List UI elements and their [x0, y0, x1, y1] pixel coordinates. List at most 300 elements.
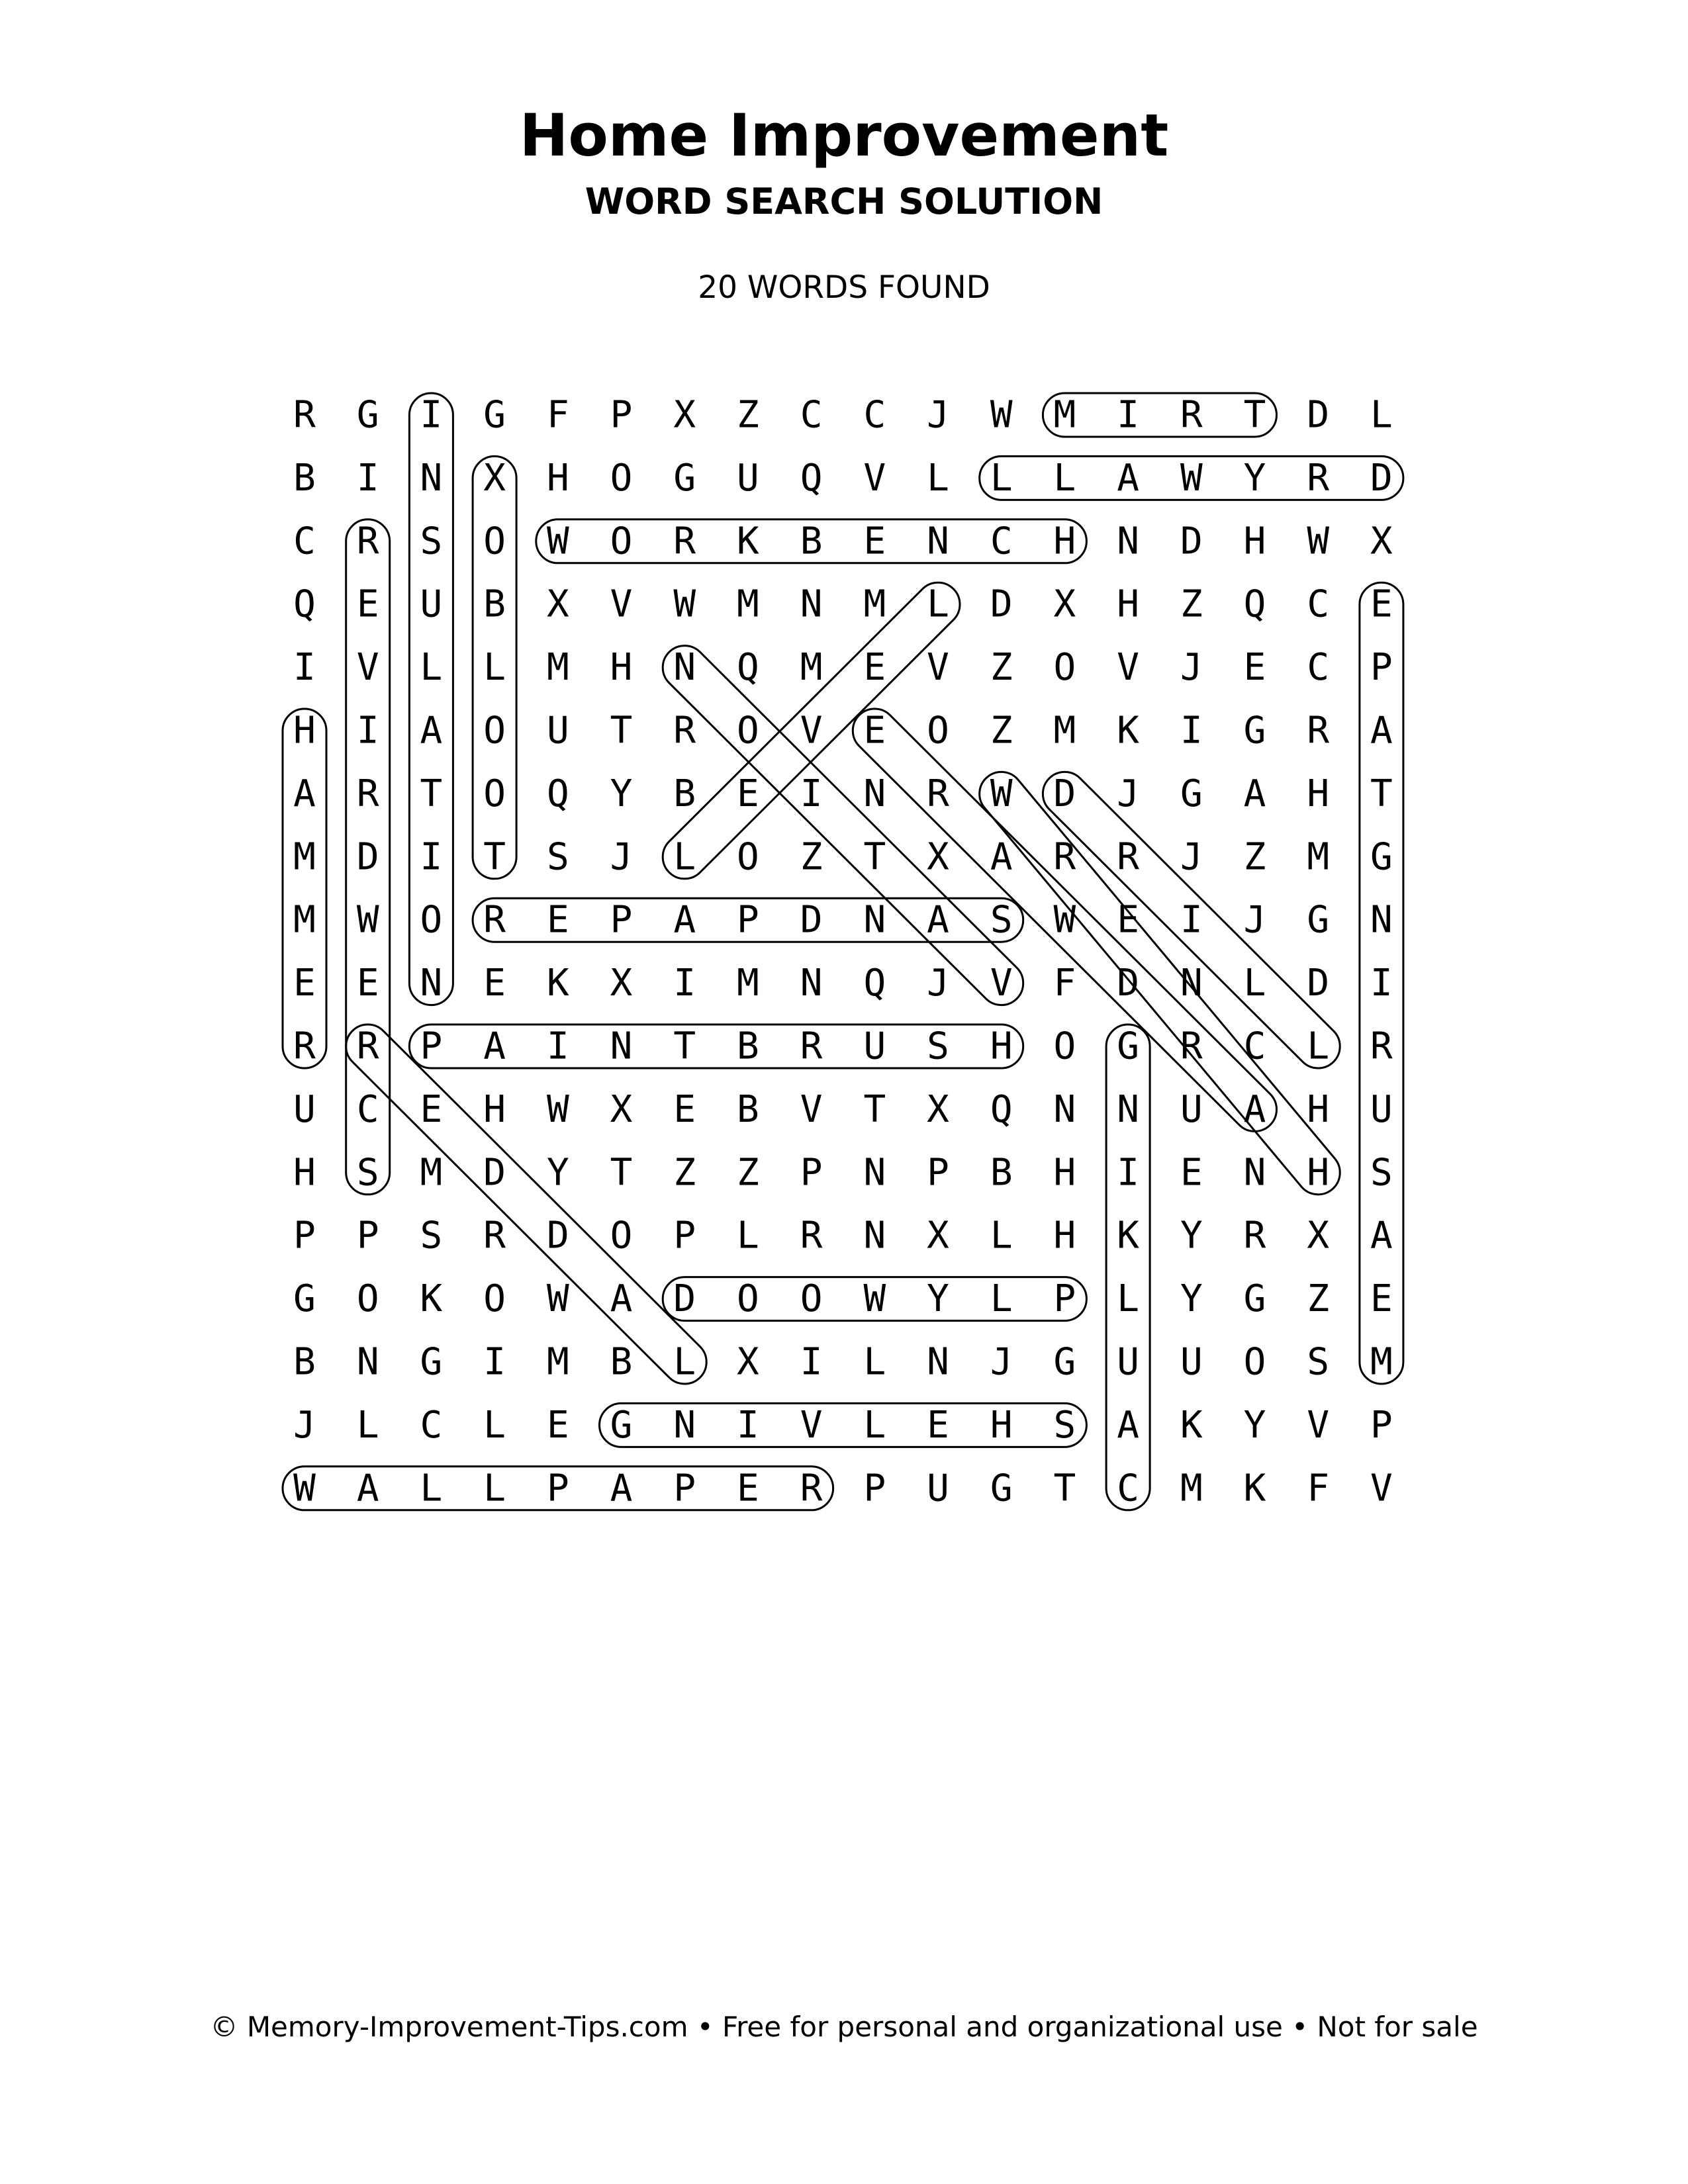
grid-letter: X — [673, 393, 696, 437]
grid-letter: R — [1307, 456, 1330, 500]
grid-letter: D — [1307, 393, 1330, 437]
grid-letter: X — [1053, 582, 1076, 626]
grid-letter: M — [293, 898, 316, 942]
grid-letter: P — [420, 1024, 443, 1068]
grid-letter: W — [546, 1277, 569, 1321]
grid-letter: U — [293, 1087, 316, 1131]
grid-letter: M — [737, 962, 759, 1005]
grid-letter: G — [1370, 835, 1393, 879]
grid-letter: U — [737, 456, 759, 500]
grid-letter: M — [1370, 1340, 1393, 1384]
grid-letter: D — [990, 582, 1013, 626]
grid-letter: E — [737, 772, 759, 815]
grid-letter: N — [673, 646, 696, 690]
grid-letter: V — [1307, 1403, 1330, 1447]
grid-letter: A — [1243, 772, 1266, 815]
grid-letter: D — [356, 835, 379, 879]
grid-letter: H — [1117, 582, 1139, 626]
grid-letter: K — [1117, 709, 1139, 752]
grid-letter: W — [293, 1467, 316, 1510]
grid-letter: K — [1243, 1467, 1266, 1510]
grid-letter: W — [1307, 520, 1330, 563]
grid-letter: S — [356, 1151, 379, 1195]
grid-letter: X — [927, 1214, 949, 1257]
grid-letter: D — [483, 1151, 506, 1195]
grid-letter: E — [546, 898, 569, 942]
grid-letter: N — [1370, 898, 1393, 942]
found-word-highlights — [283, 393, 1403, 1510]
grid-letter: O — [1053, 646, 1076, 690]
grid-letter: E — [1117, 898, 1139, 942]
grid-letter: B — [293, 456, 316, 500]
grid-letter: C — [356, 1087, 379, 1131]
grid-letter: O — [1243, 1340, 1266, 1384]
grid-letter: G — [1243, 1277, 1266, 1321]
grid-letter: V — [927, 646, 949, 690]
grid-letter: S — [420, 1214, 443, 1257]
grid-letter: C — [800, 393, 823, 437]
grid-letter: G — [610, 1403, 633, 1447]
grid-letter: J — [1180, 835, 1203, 879]
grid-letter: J — [1180, 646, 1203, 690]
grid-letter: W — [546, 1087, 569, 1131]
grid-letter: J — [293, 1403, 316, 1447]
grid-letter: Y — [610, 772, 633, 815]
grid-letter: R — [673, 709, 696, 752]
grid-letter: J — [610, 835, 633, 879]
grid-letter: W — [546, 520, 569, 563]
grid-letter: W — [1053, 898, 1076, 942]
grid-letter: B — [800, 520, 823, 563]
grid-letter: F — [546, 393, 569, 437]
grid-letter: T — [610, 709, 633, 752]
grid-letter: Q — [737, 646, 759, 690]
grid-letter: L — [863, 1340, 886, 1384]
grid-letter: R — [927, 772, 949, 815]
grid-letter: M — [546, 646, 569, 690]
grid-letter: I — [356, 456, 379, 500]
grid-letter: X — [927, 1087, 949, 1131]
grid-letter: E — [356, 582, 379, 626]
grid-letter: S — [420, 520, 443, 563]
grid-letter: R — [1180, 393, 1203, 437]
footer-copyright: © Memory-Improvement-Tips.com • Free for personal and organizational use • Not for sale — [210, 2011, 1478, 2043]
grid-letter: L — [1370, 393, 1393, 437]
grid-letter: G — [1180, 772, 1203, 815]
grid-letter: B — [737, 1024, 759, 1068]
grid-letter: K — [1180, 1403, 1203, 1447]
grid-letter: L — [990, 456, 1013, 500]
grid-letter: U — [1370, 1087, 1393, 1131]
grid-letter: U — [546, 709, 569, 752]
grid-letter: M — [800, 646, 823, 690]
found-word-capsule — [337, 1015, 716, 1392]
grid-letter: R — [800, 1467, 823, 1510]
grid-letter: S — [546, 835, 569, 879]
grid-letter: P — [927, 1151, 949, 1195]
grid-letter: K — [546, 962, 569, 1005]
grid-letter: Z — [990, 709, 1013, 752]
grid-letter: A — [610, 1467, 633, 1510]
grid-letter: Q — [293, 582, 316, 626]
grid-letter: Y — [1180, 1214, 1203, 1257]
grid-letter: T — [863, 835, 886, 879]
page-title: Home Improvement — [519, 101, 1169, 169]
grid-letter: V — [610, 582, 633, 626]
grid-letter: L — [356, 1403, 379, 1447]
grid-letter: B — [990, 1151, 1013, 1195]
grid-letter: H — [293, 709, 316, 752]
grid-letter: W — [863, 1277, 886, 1321]
grid-letter: I — [673, 962, 696, 1005]
grid-letter: Z — [1180, 582, 1203, 626]
grid-letter: O — [610, 520, 633, 563]
grid-letter: H — [1243, 520, 1266, 563]
grid-letter: F — [1307, 1467, 1330, 1510]
grid-letter: N — [610, 1024, 633, 1068]
grid-letter: N — [1243, 1151, 1266, 1195]
grid-letter: N — [863, 1214, 886, 1257]
grid-letter: O — [420, 898, 443, 942]
grid-letter: N — [863, 1151, 886, 1195]
grid-letter: E — [1370, 582, 1393, 626]
grid-letter: A — [990, 835, 1013, 879]
grid-letter: M — [1307, 835, 1330, 879]
grid-letter: O — [483, 772, 506, 815]
grid-letter: K — [420, 1277, 443, 1321]
found-word-capsule — [283, 709, 326, 1068]
grid-letter: H — [1053, 1151, 1076, 1195]
grid-letter: I — [483, 1340, 506, 1384]
grid-letter: R — [356, 772, 379, 815]
grid-letter: O — [737, 1277, 759, 1321]
grid-letter: N — [420, 962, 443, 1005]
grid-letter: D — [546, 1214, 569, 1257]
grid-letter: U — [863, 1024, 886, 1068]
grid-letter: Y — [546, 1151, 569, 1195]
grid-letter: L — [927, 456, 949, 500]
grid-letter: G — [356, 393, 379, 437]
grid-letter: P — [1370, 1403, 1393, 1447]
grid-letter: A — [420, 709, 443, 752]
grid-letter: B — [737, 1087, 759, 1131]
grid-letter: B — [483, 582, 506, 626]
grid-letter: S — [990, 898, 1013, 942]
grid-letter: Z — [990, 646, 1013, 690]
grid-letter: V — [356, 646, 379, 690]
grid-letter: Y — [1243, 1403, 1266, 1447]
grid-letter: T — [1053, 1467, 1076, 1510]
grid-letter: N — [800, 582, 823, 626]
grid-letter: X — [927, 835, 949, 879]
grid-letter: R — [673, 520, 696, 563]
grid-letter: G — [673, 456, 696, 500]
grid-letter: Z — [800, 835, 823, 879]
grid-letter: L — [483, 1467, 506, 1510]
grid-letter: D — [1370, 456, 1393, 500]
grid-letter: A — [293, 772, 316, 815]
grid-letter: W — [1180, 456, 1203, 500]
grid-letter: N — [1117, 520, 1139, 563]
grid-letter: G — [1307, 898, 1330, 942]
grid-letter: H — [610, 646, 633, 690]
grid-letter: N — [1180, 962, 1203, 1005]
grid-letters — [293, 394, 1393, 1510]
grid-letter: L — [420, 646, 443, 690]
grid-letter: O — [610, 456, 633, 500]
grid-letter: T — [610, 1151, 633, 1195]
grid-letter: O — [356, 1277, 379, 1321]
grid-letter: R — [1243, 1214, 1266, 1257]
grid-letter: R — [356, 1024, 379, 1068]
grid-letter: P — [737, 898, 759, 942]
grid-letter: V — [800, 1087, 823, 1131]
grid-letter: A — [1117, 1403, 1139, 1447]
grid-letter: O — [483, 520, 506, 563]
grid-letter: X — [737, 1340, 759, 1384]
grid-letter: P — [1370, 646, 1393, 690]
grid-letter: G — [1053, 1340, 1076, 1384]
grid-letter: P — [293, 1214, 316, 1257]
grid-letter: L — [1117, 1277, 1139, 1321]
grid-letter: W — [990, 772, 1013, 815]
grid-letter: N — [420, 456, 443, 500]
grid-letter: L — [990, 1277, 1013, 1321]
grid-letter: L — [673, 835, 696, 879]
grid-letter: H — [293, 1151, 316, 1195]
grid-letter: L — [1053, 456, 1076, 500]
grid-letter: C — [990, 520, 1013, 563]
grid-letter: E — [546, 1403, 569, 1447]
grid-letter: M — [863, 582, 886, 626]
grid-letter: Z — [673, 1151, 696, 1195]
grid-letter: Z — [1243, 835, 1266, 879]
grid-letter: R — [800, 1214, 823, 1257]
grid-letter: M — [1053, 709, 1076, 752]
grid-letter: J — [1117, 772, 1139, 815]
grid-letter: N — [927, 1340, 949, 1384]
grid-letter: R — [293, 393, 316, 437]
grid-letter: I — [420, 393, 443, 437]
grid-letter: Z — [737, 1151, 759, 1195]
grid-letter: O — [610, 1214, 633, 1257]
grid-letter: D — [1117, 962, 1139, 1005]
grid-letter: E — [1243, 646, 1266, 690]
grid-letter: J — [927, 393, 949, 437]
grid-letter: I — [1117, 393, 1139, 437]
grid-letter: X — [1307, 1214, 1330, 1257]
grid-letter: V — [1117, 646, 1139, 690]
grid-letter: W — [673, 582, 696, 626]
grid-letter: N — [1117, 1087, 1139, 1131]
found-word-capsule — [600, 1403, 1087, 1447]
grid-letter: I — [800, 772, 823, 815]
grid-letter: C — [863, 393, 886, 437]
grid-letter: Q — [990, 1087, 1013, 1131]
grid-letter: R — [1307, 709, 1330, 752]
grid-letter: H — [546, 456, 569, 500]
grid-letter: H — [990, 1024, 1013, 1068]
grid-letter: N — [863, 898, 886, 942]
grid-letter: H — [1053, 520, 1076, 563]
grid-letter: A — [1370, 709, 1393, 752]
grid-letter: R — [483, 1214, 506, 1257]
grid-letter: H — [1053, 1214, 1076, 1257]
grid-letter: D — [800, 898, 823, 942]
grid-letter: M — [1053, 393, 1076, 437]
grid-letter: U — [1180, 1340, 1203, 1384]
grid-letter: L — [483, 646, 506, 690]
grid-letter: X — [1370, 520, 1393, 563]
grid-letter: O — [1053, 1024, 1076, 1068]
grid-letter: N — [800, 962, 823, 1005]
grid-letter: K — [1117, 1214, 1139, 1257]
grid-letter: C — [1117, 1467, 1139, 1510]
grid-letter: A — [356, 1467, 379, 1510]
grid-letter: K — [737, 520, 759, 563]
grid-letter: T — [673, 1024, 696, 1068]
grid-letter: G — [293, 1277, 316, 1321]
found-word-capsule — [1043, 393, 1276, 437]
grid-letter: N — [927, 520, 949, 563]
grid-letter: G — [483, 393, 506, 437]
grid-letter: Y — [1180, 1277, 1203, 1321]
grid-letter: A — [610, 1277, 633, 1321]
grid-letter: R — [1370, 1024, 1393, 1068]
grid-letter: L — [927, 582, 949, 626]
grid-letter: R — [1117, 835, 1139, 879]
grid-letter: X — [483, 456, 506, 500]
grid-letter: I — [737, 1403, 759, 1447]
grid-letter: A — [1243, 1087, 1266, 1131]
grid-letter: O — [927, 709, 949, 752]
grid-letter: W — [356, 898, 379, 942]
grid-letter: N — [356, 1340, 379, 1384]
grid-letter: H — [483, 1087, 506, 1131]
grid-letter: A — [1117, 456, 1139, 500]
grid-letter: S — [927, 1024, 949, 1068]
page-subtitle: WORD SEARCH SOLUTION — [585, 181, 1103, 222]
grid-letter: H — [990, 1403, 1013, 1447]
grid-letter: S — [1370, 1151, 1393, 1195]
grid-letter: M — [546, 1340, 569, 1384]
grid-letter: W — [990, 393, 1013, 437]
grid-letter: P — [546, 1467, 569, 1510]
grid-letter: P — [673, 1467, 696, 1510]
grid-letter: Q — [1243, 582, 1266, 626]
grid-letter: O — [800, 1277, 823, 1321]
grid-letter: U — [927, 1467, 949, 1510]
grid-letter: E — [483, 962, 506, 1005]
grid-letter: E — [673, 1087, 696, 1131]
grid-letter: J — [990, 1340, 1013, 1384]
grid-letter: R — [800, 1024, 823, 1068]
found-word-capsule — [654, 637, 1033, 1014]
words-found-count: 20 WORDS FOUND — [698, 269, 990, 306]
grid-letter: L — [990, 1214, 1013, 1257]
grid-letter: Q — [800, 456, 823, 500]
grid-letter: A — [1370, 1214, 1393, 1257]
grid-letter: P — [673, 1214, 696, 1257]
grid-letter: T — [1370, 772, 1393, 815]
grid-letter: X — [546, 582, 569, 626]
grid-letter: E — [420, 1087, 443, 1131]
grid-letter: I — [1370, 962, 1393, 1005]
grid-letter: A — [483, 1024, 506, 1068]
grid-letter: V — [863, 456, 886, 500]
grid-letter: Z — [1307, 1277, 1330, 1321]
grid-letter: L — [737, 1214, 759, 1257]
grid-letter: L — [863, 1403, 886, 1447]
grid-letter: E — [863, 520, 886, 563]
grid-letter: P — [610, 393, 633, 437]
grid-letter: M — [1180, 1467, 1203, 1510]
grid-letter: M — [293, 835, 316, 879]
grid-letter: D — [1053, 772, 1076, 815]
grid-letter: D — [673, 1277, 696, 1321]
grid-letter: I — [293, 646, 316, 690]
grid-letter: G — [420, 1340, 443, 1384]
grid-letter: S — [1307, 1340, 1330, 1384]
grid-letter: E — [863, 709, 886, 752]
grid-letter: V — [800, 709, 823, 752]
grid-letter: J — [927, 962, 949, 1005]
grid-letter: B — [293, 1340, 316, 1384]
grid-letter: J — [1243, 898, 1266, 942]
grid-letter: E — [927, 1403, 949, 1447]
grid-letter: P — [800, 1151, 823, 1195]
grid-letter: E — [356, 962, 379, 1005]
grid-letter: O — [737, 835, 759, 879]
grid-letter: O — [483, 709, 506, 752]
grid-letter: G — [990, 1467, 1013, 1510]
grid-letter: H — [1307, 1087, 1330, 1131]
grid-letter: A — [673, 898, 696, 942]
grid-letter: E — [1370, 1277, 1393, 1321]
grid-letter: H — [1307, 1151, 1330, 1195]
grid-letter: D — [1307, 962, 1330, 1005]
grid-letter: T — [483, 835, 506, 879]
grid-letter: Y — [927, 1277, 949, 1321]
grid-letter: R — [293, 1024, 316, 1068]
grid-letter: X — [610, 962, 633, 1005]
grid-letter: C — [293, 520, 316, 563]
grid-letter: L — [1307, 1024, 1330, 1068]
grid-letter: P — [356, 1214, 379, 1257]
grid-letter: E — [293, 962, 316, 1005]
grid-letter: C — [1243, 1024, 1266, 1068]
grid-letter: R — [483, 898, 506, 942]
grid-letter: Y — [1243, 456, 1266, 500]
grid-letter: E — [737, 1467, 759, 1510]
grid-letter: N — [863, 772, 886, 815]
grid-letter: I — [800, 1340, 823, 1384]
grid-letter: C — [420, 1403, 443, 1447]
grid-letter: R — [1053, 835, 1076, 879]
grid-letter: U — [420, 582, 443, 626]
grid-letter: Z — [737, 393, 759, 437]
grid-letter: I — [1180, 709, 1203, 752]
grid-letter: T — [1243, 393, 1266, 437]
grid-letter: C — [1307, 646, 1330, 690]
grid-letter: P — [1053, 1277, 1076, 1321]
grid-letter: X — [610, 1087, 633, 1131]
grid-letter: N — [1053, 1087, 1076, 1131]
grid-letter: M — [420, 1151, 443, 1195]
grid-letter: Q — [546, 772, 569, 815]
grid-letter: H — [1307, 772, 1330, 815]
grid-letter: R — [1180, 1024, 1203, 1068]
